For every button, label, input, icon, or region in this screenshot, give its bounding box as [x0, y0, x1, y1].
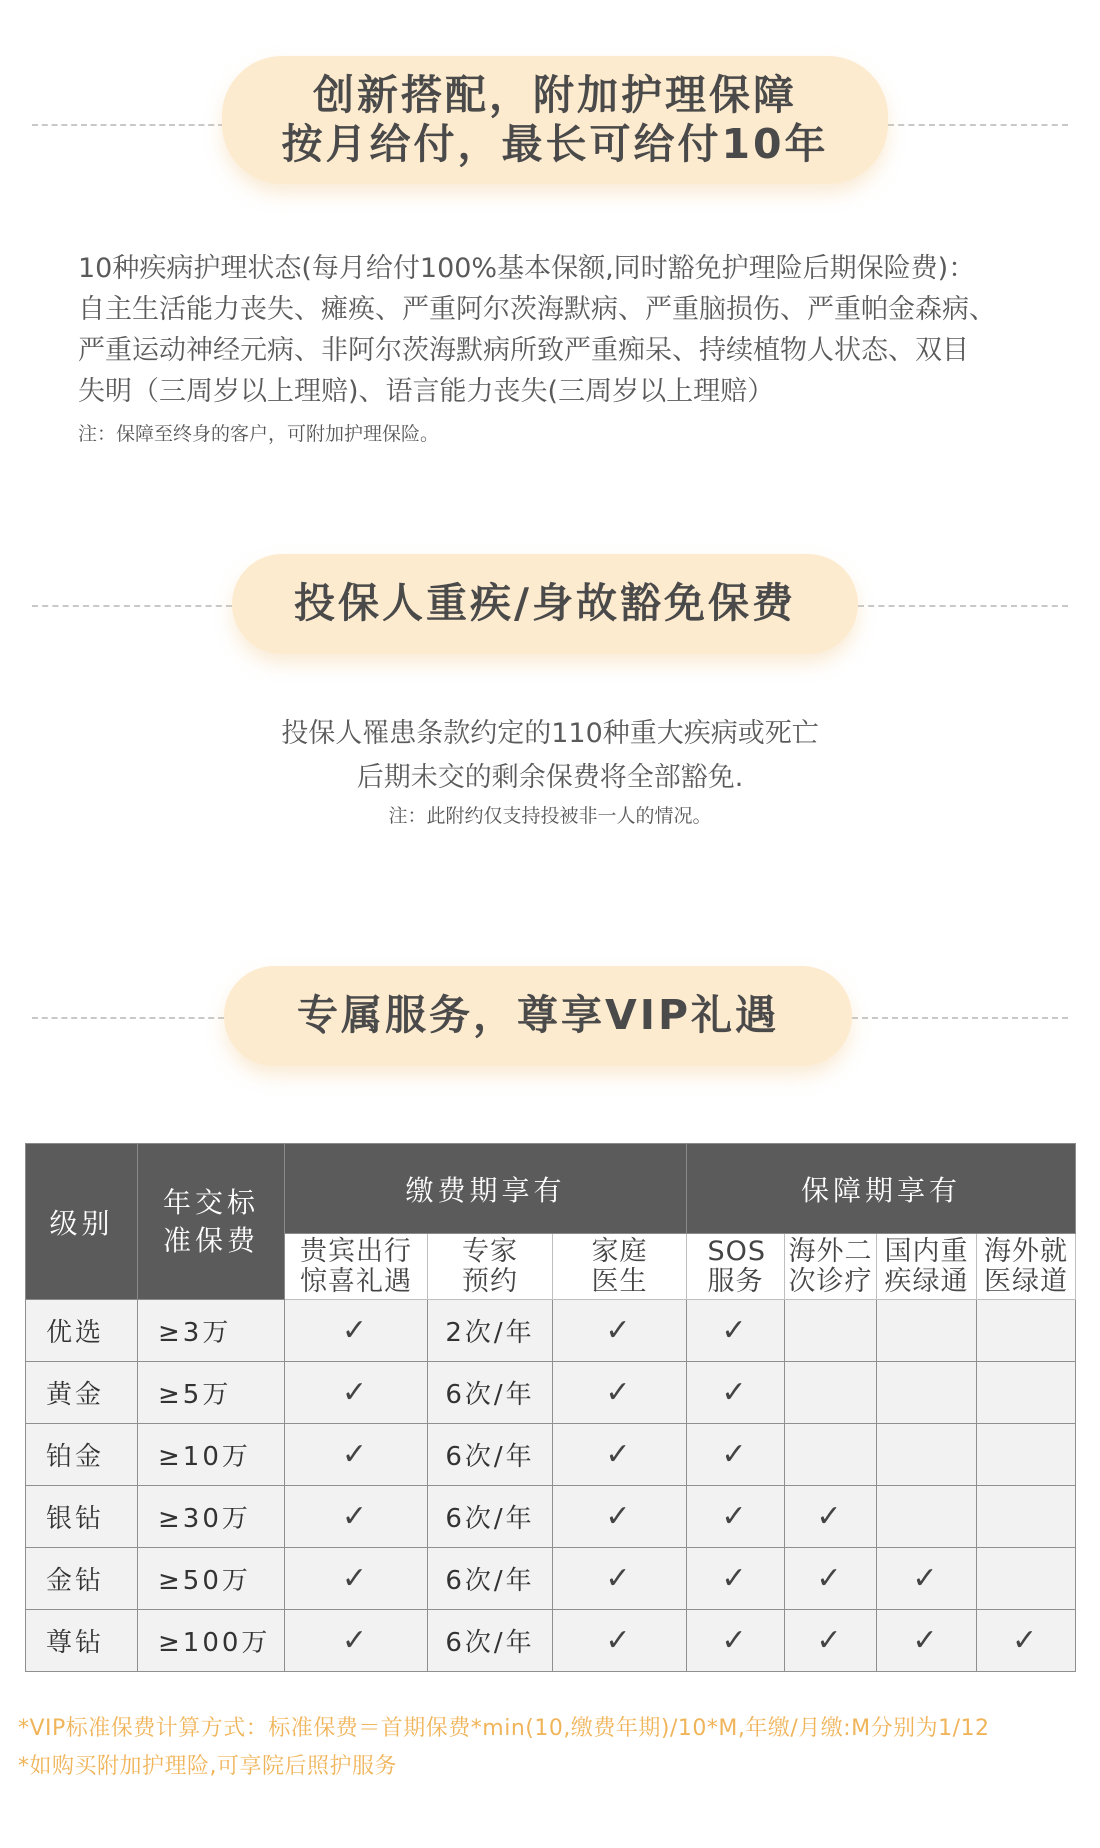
cell-overseas-second: ✓: [785, 1610, 877, 1672]
table-row: [26, 1610, 1076, 1672]
cell-domestic-green: ✓: [877, 1548, 977, 1610]
vip-title: 专属服务，尊享VIP礼遇: [296, 991, 780, 1040]
cell-family-doctor: ✓: [553, 1300, 687, 1362]
divider-right: [888, 124, 1068, 126]
cell-sos: ✓: [687, 1548, 785, 1610]
cell-overseas-green: [977, 1424, 1076, 1486]
cell-family-doctor: ✓: [553, 1362, 687, 1424]
cell-level: 铂金: [26, 1424, 138, 1486]
table-row: [26, 1486, 1076, 1548]
cell-sos: ✓: [687, 1362, 785, 1424]
cell-premium: ≥3万: [138, 1300, 285, 1362]
cell-level: 银钻: [26, 1486, 138, 1548]
cell-premium: ≥5万: [138, 1362, 285, 1424]
cell-overseas-second: ✓: [785, 1486, 877, 1548]
divider-right: [858, 605, 1068, 607]
cell-expert: 6次/年: [428, 1362, 553, 1424]
cell-vip-travel: ✓: [285, 1300, 428, 1362]
care-line-2: 严重运动神经元病、非阿尔茨海默病所致严重痴呆、持续植物人状态、双目: [78, 335, 969, 366]
header-vip-travel: [285, 1234, 428, 1300]
cell-expert: 6次/年: [428, 1424, 553, 1486]
cell-overseas-green: [977, 1300, 1076, 1362]
cell-sos: ✓: [687, 1300, 785, 1362]
header-overseas-second: [785, 1234, 877, 1300]
header-domestic-green-label: 国内重疾绿通: [884, 1235, 969, 1297]
header-overseas-green: [977, 1234, 1076, 1300]
cell-domestic-green: [877, 1362, 977, 1424]
section-header-vip: [0, 960, 1100, 1070]
cell-sos: ✓: [687, 1610, 785, 1672]
header-premium: [138, 1144, 285, 1300]
footnote-care-service: *如购买附加护理险,可享院后照护服务: [18, 1754, 397, 1779]
vip-benefits-table: [25, 1143, 1076, 1672]
cell-premium: ≥100万: [138, 1610, 285, 1672]
cell-expert: 6次/年: [428, 1486, 553, 1548]
section-title-care: [222, 56, 888, 184]
table-row: [26, 1362, 1076, 1424]
waiver-title: 投保人重疾/身故豁免保费: [294, 579, 796, 628]
cell-overseas-green: [977, 1486, 1076, 1548]
care-note: 注：保障至终身的客户，可附加护理保险。: [78, 423, 440, 445]
cell-overseas-second: [785, 1300, 877, 1362]
cell-overseas-green: ✓: [977, 1610, 1076, 1672]
cell-overseas-second: ✓: [785, 1548, 877, 1610]
cell-vip-travel: ✓: [285, 1486, 428, 1548]
divider-left: [32, 605, 232, 607]
cell-sos: ✓: [687, 1486, 785, 1548]
cell-family-doctor: ✓: [553, 1424, 687, 1486]
cell-vip-travel: ✓: [285, 1362, 428, 1424]
table-row: [26, 1424, 1076, 1486]
header-overseas-second-label: 海外二次诊疗: [788, 1235, 873, 1297]
care-description: [78, 248, 1078, 412]
waiver-line-1: 投保人罹患条款约定的110种重大疾病或死亡: [281, 718, 819, 749]
cell-domestic-green: [877, 1486, 977, 1548]
cell-family-doctor: ✓: [553, 1486, 687, 1548]
title-line-1: 创新搭配，附加护理保障: [313, 70, 797, 119]
header-coverage-period: 保障期享有: [687, 1144, 1076, 1234]
cell-premium: ≥50万: [138, 1548, 285, 1610]
care-intro: 10种疾病护理状态(每月给付100%基本保额,同时豁免护理险后期保险费)：: [78, 253, 976, 284]
cell-domestic-green: ✓: [877, 1610, 977, 1672]
header-payment-period: 缴费期享有: [285, 1144, 687, 1234]
header-sos-label: SOS服务: [707, 1235, 767, 1297]
header-domestic-green: [877, 1234, 977, 1300]
section-header-waiver: [0, 548, 1100, 658]
divider-right: [852, 1017, 1068, 1019]
care-line-3: 失明（三周岁以上理赔)、语言能力丧失(三周岁以上理赔）: [78, 376, 775, 407]
header-family-doctor-label: 家庭医生: [591, 1235, 648, 1297]
header-expert-label: 专家预约: [462, 1235, 518, 1297]
cell-level: 金钻: [26, 1548, 138, 1610]
cell-family-doctor: ✓: [553, 1548, 687, 1610]
cell-level: 尊钻: [26, 1610, 138, 1672]
header-premium-label: 年交标准保费: [162, 1185, 259, 1257]
table-row: [26, 1300, 1076, 1362]
table-row: [26, 1548, 1076, 1610]
cell-level: 黄金: [26, 1362, 138, 1424]
header-family-doctor: [553, 1234, 687, 1300]
cell-expert: 6次/年: [428, 1610, 553, 1672]
cell-domestic-green: [877, 1424, 977, 1486]
cell-vip-travel: ✓: [285, 1610, 428, 1672]
cell-sos: ✓: [687, 1424, 785, 1486]
footnote-vip-calc: *VIP标准保费计算方式：标准保费＝首期保费*min(10,缴费年期)/10*M,年缴/月缴:M分别为1/12: [18, 1716, 990, 1741]
cell-overseas-second: [785, 1424, 877, 1486]
waiver-note: 注：此附约仅支持投被非一人的情况。: [388, 805, 712, 827]
cell-domestic-green: [877, 1300, 977, 1362]
cell-family-doctor: ✓: [553, 1610, 687, 1672]
cell-overseas-green: [977, 1548, 1076, 1610]
header-level: 级别: [26, 1144, 138, 1300]
cell-expert: 6次/年: [428, 1548, 553, 1610]
header-sos: [687, 1234, 785, 1300]
cell-expert: 2次/年: [428, 1300, 553, 1362]
title-line-2: 按月给付，最长可给付10年: [281, 120, 829, 168]
care-line-1: 自主生活能力丧失、瘫痪、严重阿尔茨海默病、严重脑损伤、严重帕金森病、: [78, 294, 996, 325]
cell-overseas-second: [785, 1362, 877, 1424]
section-title-vip: [224, 966, 852, 1066]
divider-left: [32, 124, 224, 126]
waiver-line-2: 后期未交的剩余保费将全部豁免.: [356, 762, 744, 793]
header-overseas-green-label: 海外就医绿道: [984, 1235, 1068, 1297]
cell-vip-travel: ✓: [285, 1548, 428, 1610]
divider-left: [32, 1017, 224, 1019]
section-header-care: [0, 50, 1100, 190]
cell-premium: ≥10万: [138, 1424, 285, 1486]
waiver-description: [0, 712, 1100, 800]
cell-level: 优选: [26, 1300, 138, 1362]
section-title-waiver: [232, 554, 858, 654]
cell-overseas-green: [977, 1362, 1076, 1424]
cell-vip-travel: ✓: [285, 1424, 428, 1486]
cell-premium: ≥30万: [138, 1486, 285, 1548]
header-expert: [428, 1234, 553, 1300]
header-vip-travel-label: 贵宾出行惊喜礼遇: [300, 1235, 412, 1297]
